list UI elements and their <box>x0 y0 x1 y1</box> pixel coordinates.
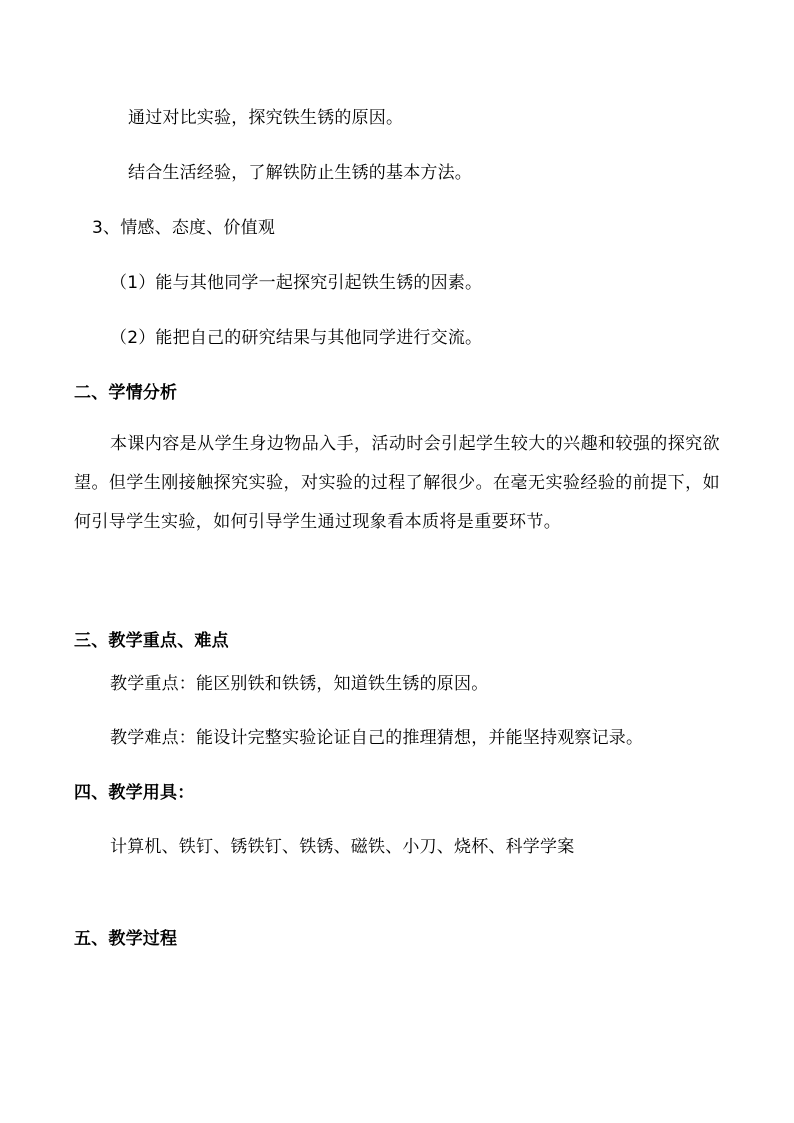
objective-process-line-1: 通过对比实验，探究铁生锈的原因。 <box>128 108 404 128</box>
emotion-objective-item-1: （1）能与其他同学一起探究引起铁生锈的因素。 <box>110 273 483 293</box>
key-point-text: 教学重点：能区别铁和铁锈，知道铁生锈的原因。 <box>110 674 489 694</box>
section-heading-teaching-tools: 四、教学用具： <box>74 783 195 803</box>
section-heading-teaching-process: 五、教学过程 <box>74 929 178 949</box>
difficult-point-text: 教学难点：能设计完整实验论证自己的推理猜想，并能坚持观察记录。 <box>110 728 644 748</box>
section-heading-key-points: 三、教学重点、难点 <box>74 631 229 651</box>
objective-process-line-2: 结合生活经验，了解铁防止生锈的基本方法。 <box>128 163 472 183</box>
learner-analysis-paragraph: 本课内容是从学生身边物品入手，活动时会引起学生较大的兴趣和较强的探究欲望。但学生刚接触探究实验，对实验的过程了解很少。在毫无实验经验的前提下，如何引导学生实验，如何引导学生通过现象看本质将是重要环节。 <box>74 434 720 532</box>
emotion-objective-title: 3、情感、态度、价值观 <box>92 218 276 238</box>
section-heading-learner-analysis: 二、学情分析 <box>74 383 178 403</box>
emotion-objective-item-2: （2）能把自己的研究结果与其他同学进行交流。 <box>110 328 483 348</box>
teaching-tools-list: 计算机、铁钉、锈铁钉、铁锈、磁铁、小刀、烧杯、科学学案 <box>110 837 575 857</box>
